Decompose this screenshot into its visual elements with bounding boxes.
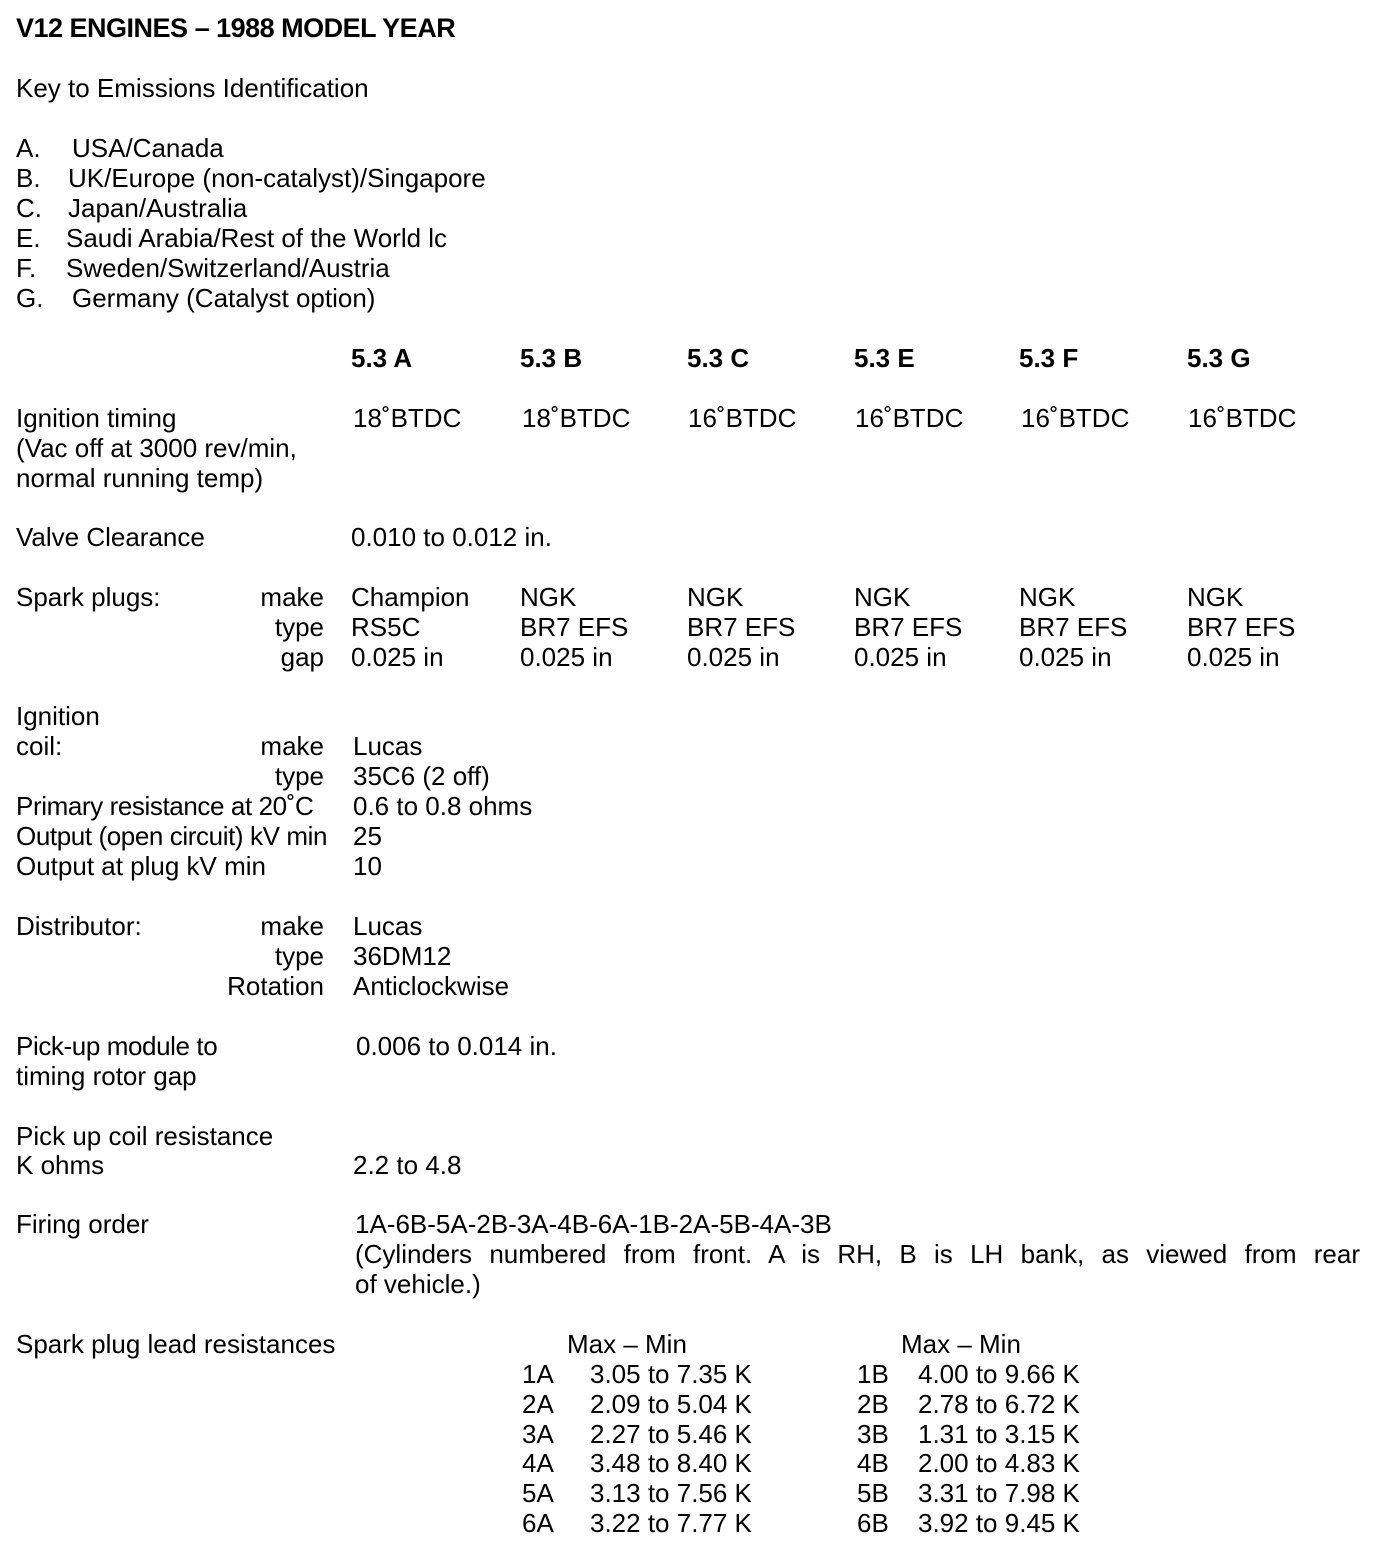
resistance-range: 2.00 to 4.83 K xyxy=(918,1448,1080,1478)
coil-make-value: Lucas xyxy=(353,731,423,761)
ignition-coil-label: Ignition xyxy=(16,701,100,731)
spark-plug-make-label: make xyxy=(260,582,324,612)
pickup-coil-label: K ohms xyxy=(16,1150,105,1180)
pickup-coil-label: Pick up coil resistance xyxy=(16,1121,274,1151)
firing-order-note: of vehicle.) xyxy=(355,1269,481,1299)
ignition-timing-label-note: normal running temp) xyxy=(16,463,264,493)
resistance-range: 2.27 to 5.46 K xyxy=(590,1419,752,1449)
spark-plug-make: NGK xyxy=(1019,582,1076,612)
firing-order-label: Firing order xyxy=(16,1209,149,1239)
spark-plug-make: NGK xyxy=(520,582,577,612)
page-title: V12 ENGINES – 1988 MODEL YEAR xyxy=(16,13,456,43)
column-header: 5.3 A xyxy=(351,343,413,373)
ignition-timing-value: 16˚BTDC xyxy=(1188,403,1297,433)
spark-plug-make: NGK xyxy=(687,582,744,612)
distributor-rotation-label: Rotation xyxy=(227,971,324,1001)
spark-plug-type: BR7 EFS xyxy=(854,612,963,642)
column-header: 5.3 C xyxy=(687,343,750,373)
ignition-timing-value: 16˚BTDC xyxy=(688,403,797,433)
spark-plug-gap-label: gap xyxy=(280,642,324,672)
output-open-circuit-label: Output (open circuit) kV min xyxy=(16,821,328,851)
cylinder-id: 5B xyxy=(857,1478,889,1508)
key-item-letter: C. xyxy=(16,193,42,223)
cylinder-id: 4B xyxy=(857,1448,889,1478)
valve-clearance-label: Valve Clearance xyxy=(16,522,205,552)
lead-resistances-label: Spark plug lead resistances xyxy=(16,1329,336,1359)
key-item-letter: F. xyxy=(16,253,37,283)
spark-plug-gap: 0.025 in xyxy=(1019,642,1112,672)
key-item-letter: B. xyxy=(16,163,41,193)
coil-type-label: type xyxy=(274,761,324,791)
resistance-range: 3.22 to 7.77 K xyxy=(590,1508,752,1538)
spark-plug-make: NGK xyxy=(1187,582,1244,612)
column-header: 5.3 E xyxy=(854,343,915,373)
coil-type-value: 35C6 (2 off) xyxy=(353,761,490,791)
resistance-range: 3.48 to 8.40 K xyxy=(590,1448,752,1478)
ignition-timing-label: Ignition timing xyxy=(16,403,177,433)
resistance-range: 3.92 to 9.45 K xyxy=(918,1508,1080,1538)
firing-order-note: (Cylinders numbered from front. A is RH, B is LH bank, as viewed from rear xyxy=(355,1239,1360,1269)
output-at-plug-label: Output at plug kV min xyxy=(16,851,267,881)
cylinder-id: 3A xyxy=(522,1419,554,1449)
spark-plug-make: NGK xyxy=(854,582,911,612)
pickup-module-label: Pick-up module to xyxy=(16,1031,218,1061)
ignition-coil-label: coil: xyxy=(16,731,63,761)
distributor-make-value: Lucas xyxy=(353,911,423,941)
key-item-label: Sweden/Switzerland/Austria xyxy=(66,253,390,283)
column-header: 5.3 B xyxy=(520,343,583,373)
primary-resistance-label: Primary resistance at 20˚C xyxy=(16,791,314,821)
ignition-timing-value: 18˚BTDC xyxy=(353,403,462,433)
key-item-label: USA/Canada xyxy=(72,133,224,163)
cylinder-id: 1B xyxy=(857,1359,889,1389)
cylinder-id: 2A xyxy=(522,1389,554,1419)
column-header: 5.3 G xyxy=(1187,343,1251,373)
cylinder-id: 1A xyxy=(522,1359,554,1389)
output-at-plug-value: 10 xyxy=(353,851,382,881)
ignition-timing-label-note: (Vac off at 3000 rev/min, xyxy=(16,433,297,463)
spark-plug-gap: 0.025 in xyxy=(520,642,613,672)
spark-plug-make: Champion xyxy=(351,582,470,612)
resistance-range: 1.31 to 3.15 K xyxy=(918,1419,1080,1449)
spark-plug-gap: 0.025 in xyxy=(351,642,444,672)
output-open-circuit-value: 25 xyxy=(353,821,382,851)
ignition-timing-value: 16˚BTDC xyxy=(855,403,964,433)
resistance-range: 4.00 to 9.66 K xyxy=(918,1359,1080,1389)
spark-plug-gap: 0.025 in xyxy=(1187,642,1280,672)
pickup-module-value: 0.006 to 0.014 in. xyxy=(356,1031,557,1061)
resistance-range: 2.78 to 6.72 K xyxy=(918,1389,1080,1419)
distributor-label: Distributor: xyxy=(16,911,142,941)
key-item-letter: G. xyxy=(16,283,44,313)
bank-a-header: Max – Min xyxy=(567,1329,687,1359)
coil-make-label: make xyxy=(260,731,324,761)
cylinder-id: 2B xyxy=(857,1389,889,1419)
spark-plug-type: BR7 EFS xyxy=(1019,612,1128,642)
cylinder-id: 5A xyxy=(522,1478,554,1508)
valve-clearance-value: 0.010 to 0.012 in. xyxy=(351,522,552,552)
cylinder-id: 4A xyxy=(522,1448,554,1478)
spark-plug-gap: 0.025 in xyxy=(854,642,947,672)
spark-plug-gap: 0.025 in xyxy=(687,642,780,672)
spark-plug-type: BR7 EFS xyxy=(1187,612,1296,642)
key-heading: Key to Emissions Identification xyxy=(16,73,369,103)
firing-order-sequence: 1A-6B-5A-2B-3A-4B-6A-1B-2A-5B-4A-3B xyxy=(355,1209,832,1239)
distributor-type-label: type xyxy=(274,941,324,971)
cylinder-id: 6B xyxy=(857,1508,889,1538)
resistance-range: 3.13 to 7.56 K xyxy=(590,1478,752,1508)
distributor-rotation-value: Anticlockwise xyxy=(353,971,510,1001)
pickup-coil-value: 2.2 to 4.8 xyxy=(353,1150,462,1180)
resistance-range: 2.09 to 5.04 K xyxy=(590,1389,752,1419)
distributor-type-value: 36DM12 xyxy=(353,941,452,971)
spark-plug-type-label: type xyxy=(274,612,324,642)
spark-plug-type: RS5C xyxy=(351,612,421,642)
column-header: 5.3 F xyxy=(1019,343,1079,373)
cylinder-id: 6A xyxy=(522,1508,554,1538)
key-item-letter: A. xyxy=(16,133,41,163)
resistance-range: 3.05 to 7.35 K xyxy=(590,1359,752,1389)
spark-plugs-label: Spark plugs: xyxy=(16,582,161,612)
key-item-label: Saudi Arabia/Rest of the World lc xyxy=(66,223,448,253)
pickup-module-label: timing rotor gap xyxy=(16,1061,197,1091)
bank-b-header: Max – Min xyxy=(901,1329,1021,1359)
ignition-timing-value: 18˚BTDC xyxy=(522,403,631,433)
key-item-letter: E. xyxy=(16,223,41,253)
cylinder-id: 3B xyxy=(857,1419,889,1449)
resistance-range: 3.31 to 7.98 K xyxy=(918,1478,1080,1508)
ignition-timing-value: 16˚BTDC xyxy=(1021,403,1130,433)
key-item-label: Germany (Catalyst option) xyxy=(72,283,376,313)
distributor-make-label: make xyxy=(260,911,324,941)
spark-plug-type: BR7 EFS xyxy=(520,612,629,642)
spark-plug-type: BR7 EFS xyxy=(687,612,796,642)
primary-resistance-value: 0.6 to 0.8 ohms xyxy=(353,791,533,821)
key-item-label: Japan/Australia xyxy=(68,193,248,223)
key-item-label: UK/Europe (non-catalyst)/Singapore xyxy=(68,163,486,193)
